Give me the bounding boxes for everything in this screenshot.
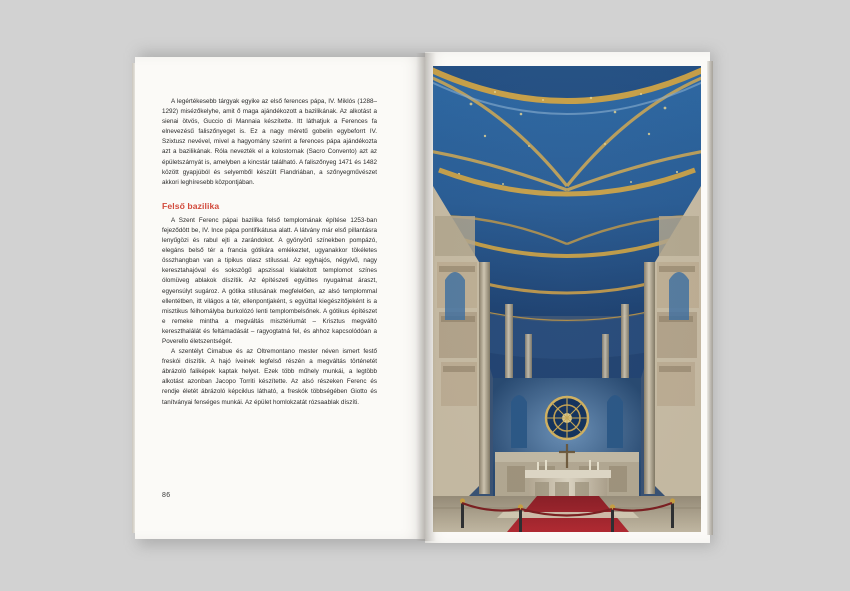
body-paragraph-1: A legértékesebb tárgyak egyike az első ferences pápa, IV. Miklós (1288–1292) misézőkelyhe, amit ő maga ajándékozott a bazilikának. Az alkotást a sienai ötvös, Guccio di Mannaia készítette. Itt láthatjuk a Ferences fa elnevezésű faliszőnyeget is. Ez a nagy méretű gobelin egybeforrt IV. Szixtusz nevével, mivel a hagyomány szerint a ferences pápa ajándékozta azt a bazilikának. Róla nevezték el a kolostornak (Sacro Convento) azt az épületszárnyát is, amelyben a kincstár található. A faliszőnyeg 1471 és 1482 között gyapjúból és selyemből készült Flandriában, a szőnyegművészet akkori leghíresebb központjában. bbox=[162, 98, 377, 186]
right-photo-page bbox=[425, 52, 710, 543]
left-text-page bbox=[135, 57, 425, 539]
right-page-edge bbox=[707, 61, 713, 535]
text-column bbox=[162, 97, 377, 408]
body-paragraph-3: A szentélyt Cimabue és az Oltremontano mester néven ismert festő freskói díszítik. A hajó íveinek legfelső részén a megváltás történetét ábrázoló faliképek kaptak helyet. Ezek több műhely munkái, a legtöbb alkotást azonban Jacopo Torriti készítette. Az alsó részeken Ferenc és rendje életét ábrázoló képciklus látható, a freskók többségében Giotto és tanítványai fenséges munkái. Az épület homlokzatát rózsaablak díszíti. bbox=[162, 348, 377, 406]
section-heading: Felső bazilika bbox=[162, 200, 220, 211]
basilica-interior-illustration bbox=[433, 66, 701, 532]
basilica-interior-photo bbox=[433, 66, 701, 532]
open-book bbox=[135, 47, 715, 547]
page-number: 86 bbox=[162, 492, 171, 499]
body-paragraph-2: A Szent Ferenc pápai bazilika felső templomának építése 1253-ban fejeződött be, IV. Ince pápa pontifikátusa alatt. A látvány már első pillantásra lenyűgözi és rabul ejti a zarándokot. A gyönyörű színekben pompázó, elegáns belső tér a francia gótikára emlékeztet, ugyanakkor tökéletes összhangban van a tipikus olasz stílussal. Az egyhajós, négyívű, nagy keresztahajóval és sokszögű apszissal kialakított templomot színes ólomüveg ablakok díszítik. Az építészeti együttes nyugalmat áraszt, egyensúlyt sugároz. A gótika stílusának megfelelően, az alsó templommal ellentétben, itt világos a tér, ellenpontjaként, s együttal kiegészítőjeként is a misztikus félhomályba burkolózó lenti templombelsőnek. A gótikus építészet e remeke mintha a megváltás misztériumát – Krisztus megváltó kereszthalálát és feltámadását – ragyogtatná fel, és ahhoz kapcsolódóan a Poverello életszentségét. bbox=[162, 216, 377, 345]
